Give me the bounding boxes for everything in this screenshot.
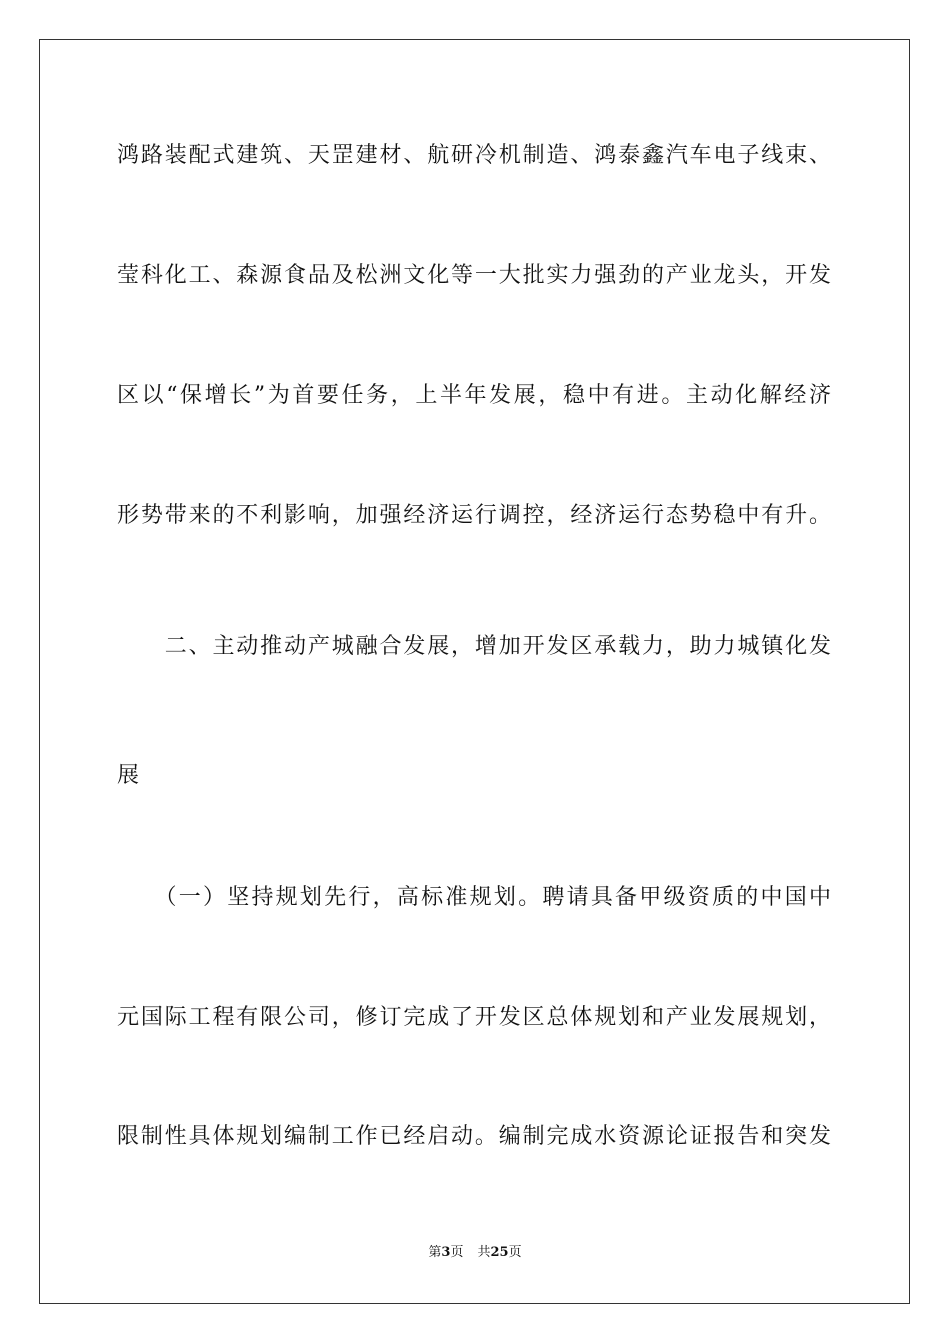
total-suffix: 页 <box>508 1245 522 1260</box>
body-line-3: 区以“保增长”为首要任务，上半年发展，稳中有进。主动化解经济 <box>117 383 832 408</box>
total-prefix: 共 <box>477 1245 491 1260</box>
page-total: 25 <box>490 1245 509 1260</box>
page-suffix: 页 <box>450 1245 464 1260</box>
page-current: 3 <box>441 1245 451 1260</box>
subsection-1-line-1: （一）坚持规划先行，高标准规划。聘请具备甲级资质的中国中 <box>117 885 832 910</box>
page-prefix: 第 <box>428 1245 442 1260</box>
body-line-1: 鸿路装配式建筑、天罡建材、航研冷机制造、鸿泰鑫汽车电子线束、 <box>117 143 832 168</box>
body-line-2: 莹科化工、森源食品及松洲文化等一大批实力强劲的产业龙头，开发 <box>117 263 832 288</box>
subsection-1-line-3: 限制性具体规划编制工作已经启动。编制完成水资源论证报告和突发 <box>117 1124 832 1149</box>
section-heading-2-continued: 展 <box>117 763 141 788</box>
section-heading-2: 二、主动推动产城融合发展，增加开发区承载力，助力城镇化发 <box>117 634 832 659</box>
subsection-1-line-2: 元国际工程有限公司，修订完成了开发区总体规划和产业发展规划， <box>117 1005 832 1030</box>
page-number-footer <box>0 1244 950 1262</box>
page-border <box>39 39 910 1304</box>
body-line-4: 形势带来的不利影响，加强经济运行调控，经济运行态势稳中有升。 <box>117 503 832 528</box>
